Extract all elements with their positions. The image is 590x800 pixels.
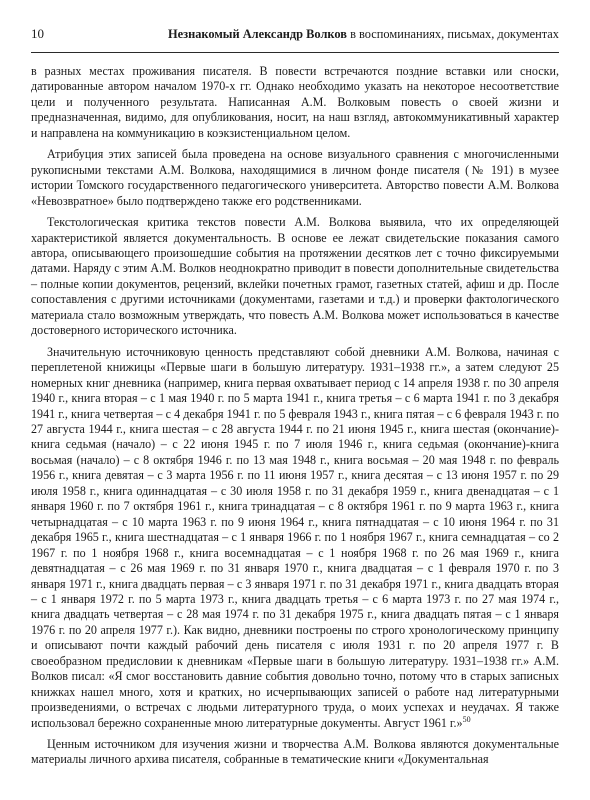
paragraph-1: в разных местах проживания писателя. В повести встречаются поздние вставки или сноски, датированные автором началом 1970-х гг. Однако необходимо указать на некоторое несоответствие цели и полученного результата. Написанная А.М. Волковым повесть о своей жизни и предназначенная, видимо, для опубликования, носит, на наш взгляд, автокоммуникативный характер и направлена на коммуникацию в коэкзистенциальном целом. (31, 64, 559, 140)
paragraph-2: Атрибуция этих записей была проведена на основе визуального сравнения с многочисленными рукописными текстами А.М. Волкова, находящимися в личном фонде писателя (№ 191) в музее истории Томского государственного педагогического университета. Авторство повести А.М. Волкова «Невозвратное» было подтверждено также его родственниками. (31, 147, 559, 208)
running-head (31, 26, 559, 48)
page-number: 10 (31, 26, 44, 41)
running-title-author: Незнакомый Александр Волков (167, 27, 347, 41)
header-rule (31, 52, 559, 53)
running-title (168, 26, 559, 42)
body-text (31, 64, 559, 768)
paragraph-4 (31, 345, 559, 731)
paragraph-5: Ценным источником для изучения жизни и творчества А.М. Волкова являются документальные материалы личного архива писателя, собранные в тематические книги «Документальная (31, 737, 559, 767)
running-title-rest: в воспоминаниях, письмах, документах (346, 27, 559, 41)
paragraph-3: Текстологическая критика текстов повести А.М. Волкова выявила, что их определяющей характеристикой является документальность. В основе ее лежат свидетельские показания самого автора, описывающего произошедшие события на протяжении десятков лет с точно фиксируемыми датами. Наряду с этим А.М. Волков неоднократно приводит в повести дополнительные свидетельства – полные копии документов, рецензий, вклейки почетных грамот, газетных статей, афиш и др. После сопоставления с другими источниками (документами, газетами и т.д.) и проверки фактологического материала стало возможным утверждать, что повесть А.М. Волкова может использоваться в качестве достоверного исторического источника. (31, 215, 559, 338)
paragraph-4-text: Значительную источниковую ценность представляют собой дневники А.М. Волкова, начиная с переплетеной книжицы «Первые шаги в большую литературу. 1931–1938 гг.», а затем следуют 25 номерных книг дневника (например, книга первая охватывает период с 14 апреля 1938 г. по 30 апреля 1940 г., книга вторая – с 1 мая 1940 г. по 5 марта 1941 г., книга третья – с 6 марта 1941 г. по 3 декабря 1941 г., книга четвертая – с 4 декабря 1941 г. по 5 февраля 1943 г., книга пятая – с 6 февраля 1943 г. по 27 августа 1944 г., книга шестая – с 28 августа 1944 г. по 21 июня 1945 г., книга шестая (окончание)- книга седьмая (начало) – с 22 июня 1945 г. по 7 июля 1946 г., книга седьмая (окончание)-книга восьмая (начало) – с 8 октября 1946 г. по 13 мая 1948 г., книга восьмая – 20 мая 1948 г. по февраль 1956 г., книга девятая – с 3 марта 1956 г. по 11 июня 1957 г., книга десятая – с 13 июня 1957 г. по 29 июля 1958 г., книга одиннадцатая – с 30 июля 1958 г. по 31 декабря 1959 г., книга двенадцатая – с 1 января 1960 г. по 7 октября 1961 г., книга тринадцатая – с 8 октября 1961 г. по 9 марта 1963 г., книга четырнадцатая – с 10 марта 1963 г. по 9 июня 1964 г., книга пятнадцатая – с 10 июня 1964 г. по 31 декабря 1965 г., книга шестнадцатая – с 1 января 1966 г. по 1 ноября 1967 г., книга семнадцатая – со 2 1967 г. по 1 ноября 1968 г., книга восемнадцатая – с 1 ноября 1968 г. по 26 мая 1969 г., книга девятнадцатая – с 26 мая 1969 г. по 31 января 1970 г., книга двадцатая – с 1 февраля 1970 г. по 3 января 1971 г., книга двадцать первая – с 3 января 1971 г. по 31 декабря 1971 г., книга двадцать вторая – с 1 января 1972 г. по 5 марта 1973 г., книга двадцать третья – с 6 марта 1973 г. по 27 мая 1974 г., книга двадцать четвертая – с 28 мая 1974 г. по 31 декабря 1975 г., книга двадцать пятая – с 1 января 1976 г. по 20 апреля 1977 г.). Как видно, дневники построены по строго хронологическому принципу и описывают почти каждый рабочий день писателя с июля 1931 г. по 20 апреля 1977 г. В своеобразном предисловии к дневникам «Первые шаги в большую литературу. 1931–1938 гг.» А.М. Волков писал: «Я смог восстановить давние события довольно точно, потому что в старых записных книжках нашел много, хотя и кратких, но исчерпывающих записей о работе над литературными произведениями, о встречах с людьми литературного труда, о моих успехах и неудачах. Я также использовал бережно сохраненные мною литературные документы. Август 1961 г.» (31, 344, 559, 730)
footnote-ref[interactable]: 50 (462, 714, 471, 724)
